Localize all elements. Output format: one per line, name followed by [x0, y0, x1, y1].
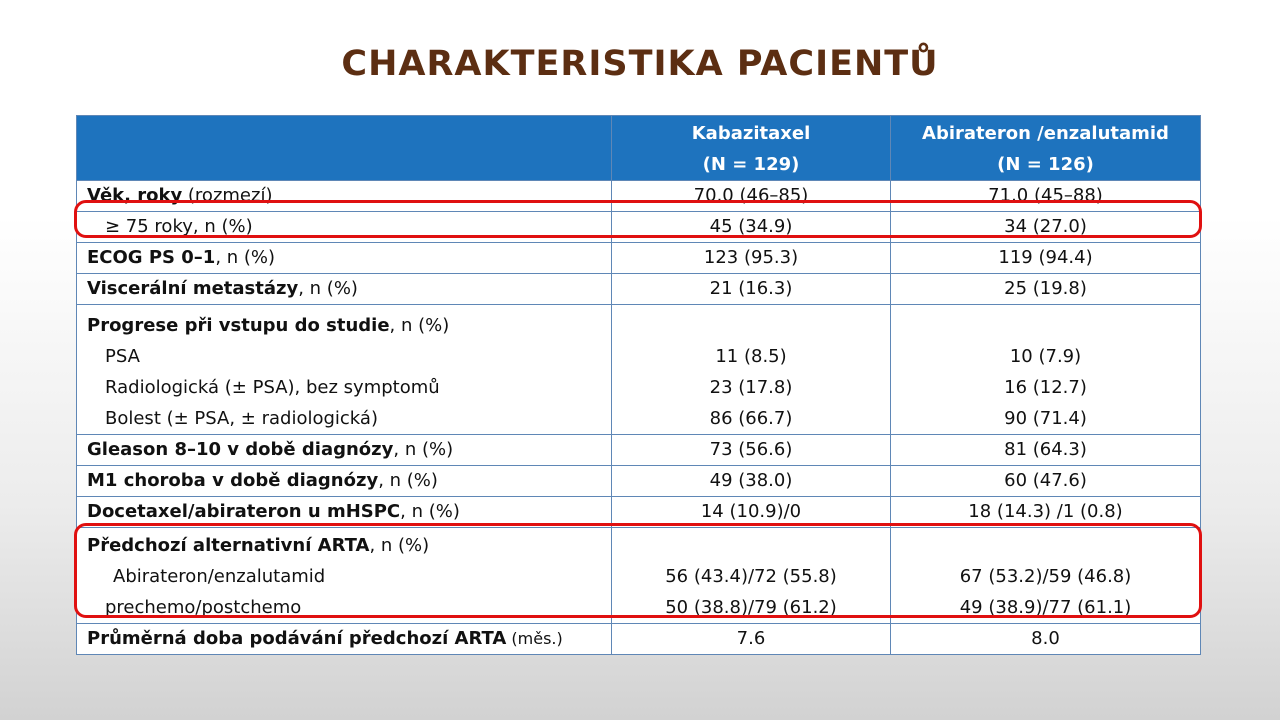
table-row-docetaxel: Docetaxel/abirateron u mHSPC, n (%) 14 (10.9)/0 18 (14.3) /1 (0.8)	[77, 497, 1201, 528]
patient-characteristics-table	[76, 115, 1201, 655]
table-row-ecog: ECOG PS 0–1, n (%) 123 (95.3) 119 (94.4)	[77, 243, 1201, 274]
table-row-age75: ≥ 75 roky, n (%) 45 (34.9) 34 (27.0)	[77, 212, 1201, 243]
table-header-row	[77, 116, 1201, 181]
header-cabazitaxel: Kabazitaxel (N = 129)	[612, 116, 891, 181]
table-row-age: Věk, roky (rozmezí) 70.0 (46–85) 71.0 (45–88)	[77, 181, 1201, 212]
header-blank-cell	[77, 116, 612, 181]
header-abi-enza: Abirateron /enzalutamid (N = 126)	[891, 116, 1201, 181]
slide-title: CHARAKTERISTIKA PACIENTŮ	[341, 44, 939, 84]
table-row-progression: Progrese při vstupu do studie, n (%) PSA Radiologická (± PSA), bez symptomů Bolest (± PSA, ± radiologická) 11 (8.5) 23 (17.8) 86 (66.7) 10 (7.9) 16 (12.7) 90 (71.4)	[77, 305, 1201, 435]
table-row-m1: M1 choroba v době diagnózy, n (%) 49 (38.0) 60 (47.6)	[77, 466, 1201, 497]
table-row-duration: Průměrná doba podávání předchozí ARTA (měs.) 7.6 8.0	[77, 624, 1201, 655]
table-row-prior-arta: Předchozí alternativní ARTA, n (%) Abirateron/enzalutamid prechemo/postchemo 56 (43.4)/72 (55.8) 50 (38.8)/79 (61.2) 67 (53.2)/59 (46.8) 49 (38.9)/77 (61.1)	[77, 528, 1201, 624]
table-row-visceral: Viscerální metastázy, n (%) 21 (16.3) 25 (19.8)	[77, 274, 1201, 305]
table-row-gleason: Gleason 8–10 v době diagnózy, n (%) 73 (56.6) 81 (64.3)	[77, 435, 1201, 466]
